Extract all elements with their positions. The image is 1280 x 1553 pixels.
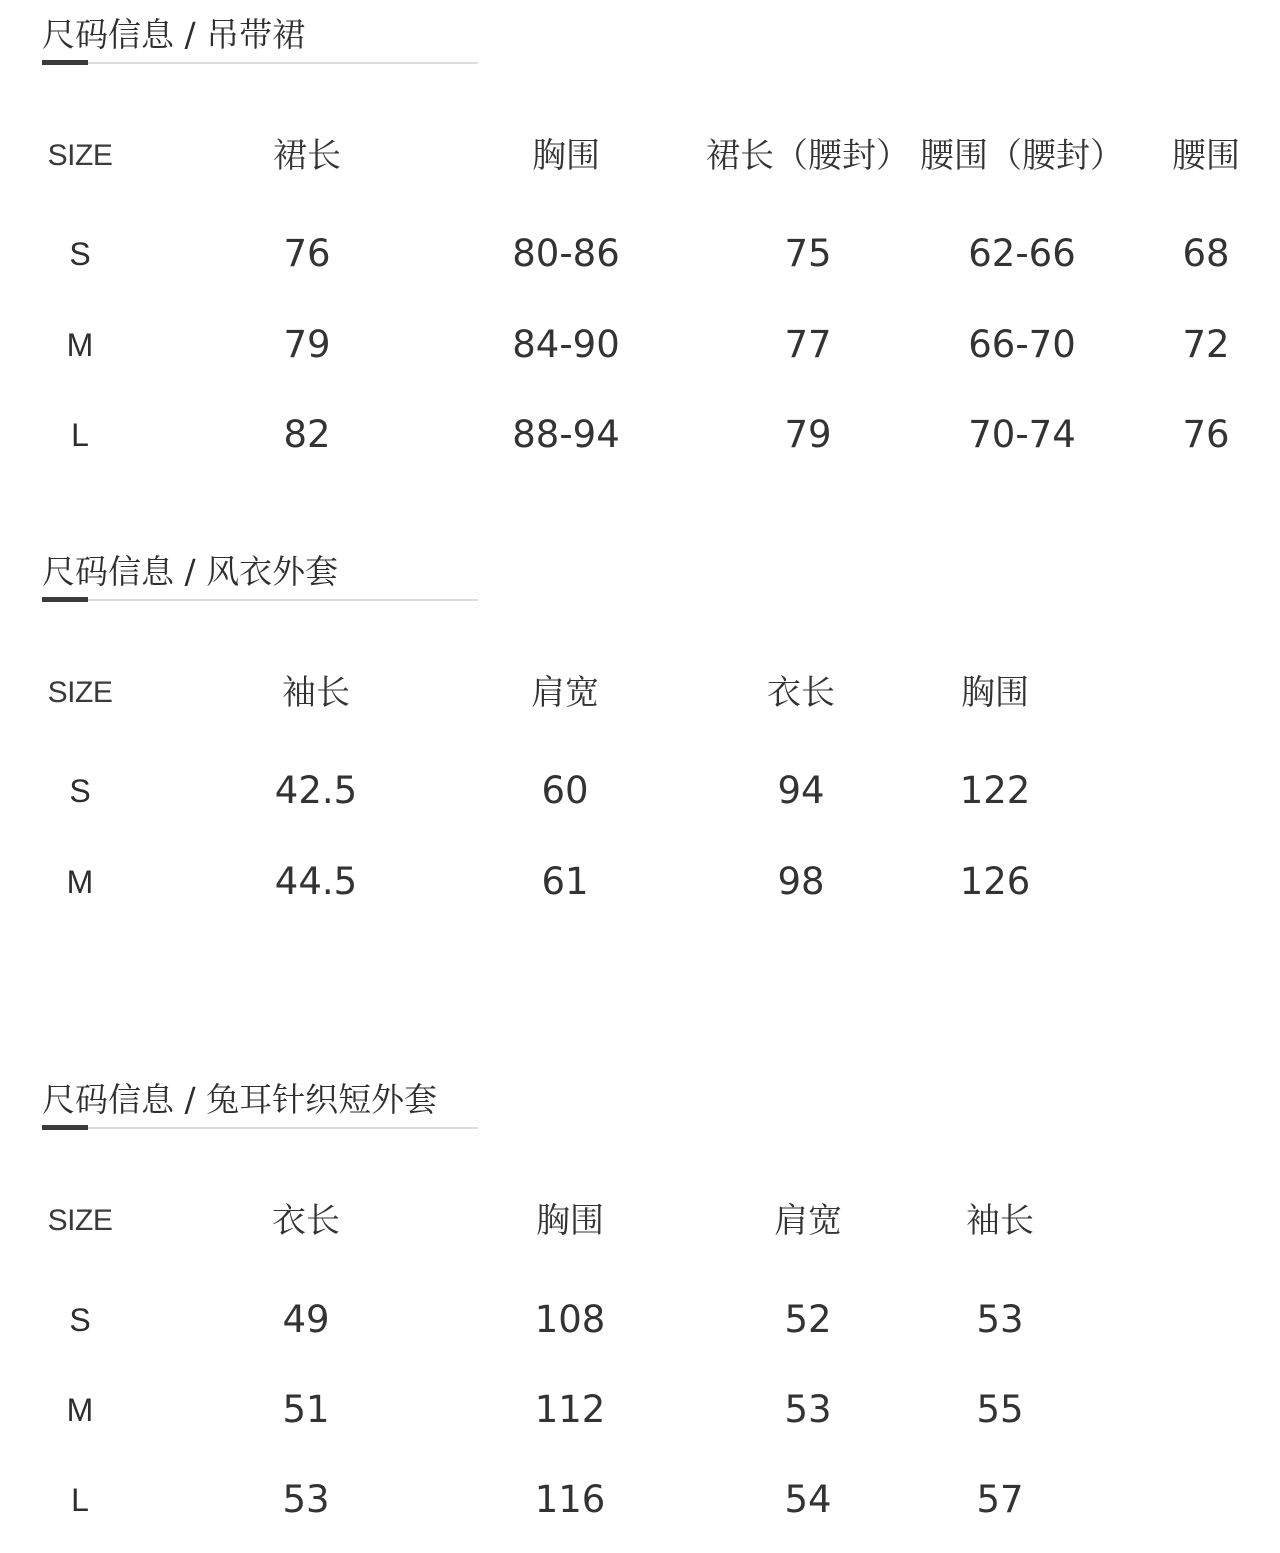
measurement-cell: 57 (976, 1478, 1024, 1521)
measurement-cell: 66-70 (968, 323, 1076, 366)
size-label-cell: S (69, 773, 91, 809)
section-divider (42, 599, 478, 601)
measurement-cell: 76 (283, 232, 331, 275)
column-header: 腰围（腰封） (920, 136, 1124, 176)
section-title: 尺码信息 / 兔耳针织短外套 (42, 1080, 438, 1119)
measurement-cell: 76 (1182, 413, 1230, 456)
column-header: 袖长 (966, 1201, 1034, 1241)
column-header: 胸围 (532, 136, 600, 176)
measurement-cell: 112 (534, 1388, 606, 1431)
measurement-cell: 122 (959, 769, 1031, 812)
measurement-cell: 60 (541, 769, 589, 812)
measurement-cell: 61 (541, 860, 589, 903)
size-label-cell: L (71, 1482, 89, 1518)
size-label-cell: S (69, 1302, 91, 1338)
section-divider (42, 62, 478, 64)
measurement-cell: 49 (282, 1298, 330, 1341)
size-label-cell: M (66, 864, 94, 900)
measurement-cell: 52 (784, 1298, 832, 1341)
measurement-cell: 55 (976, 1388, 1024, 1431)
measurement-cell: 80-86 (512, 232, 620, 275)
column-header: 胸围 (536, 1201, 604, 1241)
measurement-cell: 53 (976, 1298, 1024, 1341)
measurement-cell: 72 (1182, 323, 1230, 366)
size-label-cell: M (66, 327, 94, 363)
section-title: 尺码信息 / 风衣外套 (42, 552, 339, 591)
column-header: 裙长（腰封） (706, 136, 910, 176)
column-header: 肩宽 (531, 673, 599, 713)
measurement-cell: 54 (784, 1478, 832, 1521)
measurement-cell: 88-94 (512, 413, 620, 456)
measurement-cell: 51 (282, 1388, 330, 1431)
section-divider-accent (42, 1125, 88, 1130)
size-column-header: SIZE (47, 1204, 113, 1237)
section-divider-accent (42, 60, 88, 65)
size-label-cell: S (69, 236, 91, 272)
size-label-cell: M (66, 1392, 94, 1428)
measurement-cell: 108 (534, 1298, 606, 1341)
measurement-cell: 77 (784, 323, 832, 366)
column-header: 胸围 (961, 673, 1029, 713)
measurement-cell: 79 (283, 323, 331, 366)
column-header: 腰围 (1172, 136, 1240, 176)
measurement-cell: 126 (959, 860, 1031, 903)
measurement-cell: 42.5 (274, 769, 358, 812)
size-label-cell: L (71, 417, 89, 453)
section-divider (42, 1127, 478, 1129)
size-column-header: SIZE (47, 676, 113, 709)
measurement-cell: 53 (784, 1388, 832, 1431)
measurement-cell: 68 (1182, 232, 1230, 275)
size-column-header: SIZE (47, 139, 113, 172)
measurement-cell: 82 (283, 413, 331, 456)
measurement-cell: 44.5 (274, 860, 358, 903)
column-header: 衣长 (767, 673, 835, 713)
measurement-cell: 116 (534, 1478, 606, 1521)
section-title: 尺码信息 / 吊带裙 (42, 15, 306, 54)
measurement-cell: 53 (282, 1478, 330, 1521)
measurement-cell: 94 (777, 769, 825, 812)
column-header: 肩宽 (774, 1201, 842, 1241)
column-header: 衣长 (272, 1201, 340, 1241)
measurement-cell: 79 (784, 413, 832, 456)
measurement-cell: 70-74 (968, 413, 1076, 456)
measurement-cell: 84-90 (512, 323, 620, 366)
column-header: 袖长 (282, 673, 350, 713)
measurement-cell: 62-66 (968, 232, 1076, 275)
column-header: 裙长 (273, 136, 341, 176)
section-divider-accent (42, 597, 88, 602)
measurement-cell: 98 (777, 860, 825, 903)
measurement-cell: 75 (784, 232, 832, 275)
